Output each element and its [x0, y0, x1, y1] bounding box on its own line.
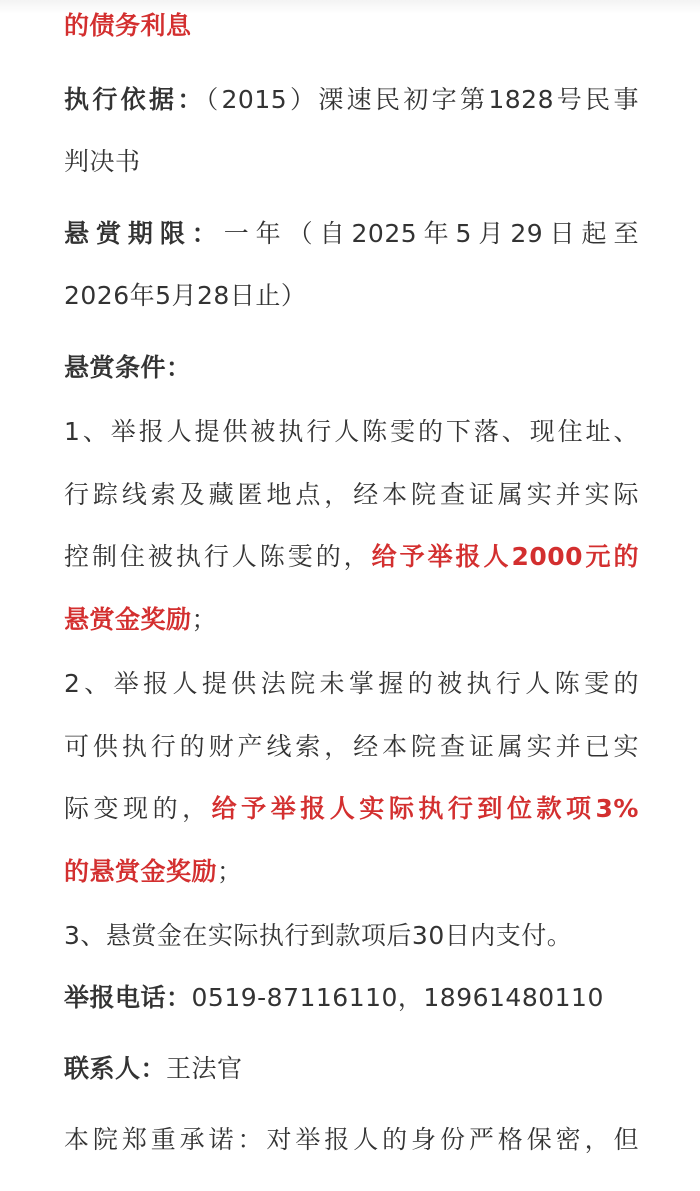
condition-1-text: 控制住被执行人陈雯的，	[64, 542, 372, 571]
condition-1-line-4	[64, 603, 217, 637]
execution-basis-line	[64, 83, 639, 117]
contact-person-name: 王法官	[166, 1054, 243, 1083]
execution-basis-value: （2015）溧速民初字第1828号民事	[205, 85, 639, 114]
condition-2-reward-end: 的悬赏金奖励	[64, 857, 218, 886]
condition-1-reward-highlight: 给予举报人2000元的	[371, 542, 639, 571]
reward-period-value: 一年（自2025年5月29日起至	[223, 219, 639, 248]
report-phone-numbers: 0519-87116110，18961480110	[191, 983, 604, 1012]
condition-1-line-3	[64, 540, 639, 574]
condition-2-text: 际变现的，	[64, 794, 212, 823]
report-phone-line	[64, 981, 604, 1015]
execution-basis-label: 执行依据：	[64, 85, 206, 114]
court-promise-line: 本院郑重承诺：对举报人的身份严格保密，但	[64, 1125, 639, 1154]
report-phone-label: 举报电话：	[64, 983, 192, 1012]
reward-conditions-heading: 悬赏条件：	[64, 353, 192, 382]
reward-period-label: 悬赏期限：	[64, 219, 224, 248]
condition-2-reward-highlight: 给予举报人实际执行到位款项3%	[211, 794, 639, 823]
contact-person-label: 联系人：	[64, 1054, 167, 1083]
debt-interest-text: 的债务利息	[64, 11, 192, 40]
condition-2-line-1: 2、举报人提供法院未掌握的被执行人陈雯的	[64, 669, 639, 698]
condition-2-line-2: 可供执行的财产线索，经本院查证属实并已实	[64, 732, 639, 761]
condition-2-line-3	[64, 792, 639, 826]
condition-1-line-2: 行踪线索及藏匿地点，经本院查证属实并实际	[64, 480, 639, 509]
condition-2-line-4	[64, 855, 243, 889]
condition-1-reward-end: 悬赏金奖励	[64, 605, 192, 634]
condition-2-semicolon: ；	[217, 857, 243, 886]
condition-3-line: 3、悬赏金在实际执行到款项后30日内支付。	[64, 921, 573, 950]
contact-person-line	[64, 1052, 243, 1086]
condition-1-line-1: 1、举报人提供被执行人陈雯的下落、现住址、	[64, 417, 639, 446]
condition-1-semicolon: ；	[191, 605, 218, 634]
reward-period-continued: 2026年5月28日止）	[64, 281, 307, 310]
execution-basis-continued: 判决书	[64, 147, 141, 176]
bottom-fade	[0, 1160, 700, 1191]
reward-period-line	[64, 217, 639, 251]
